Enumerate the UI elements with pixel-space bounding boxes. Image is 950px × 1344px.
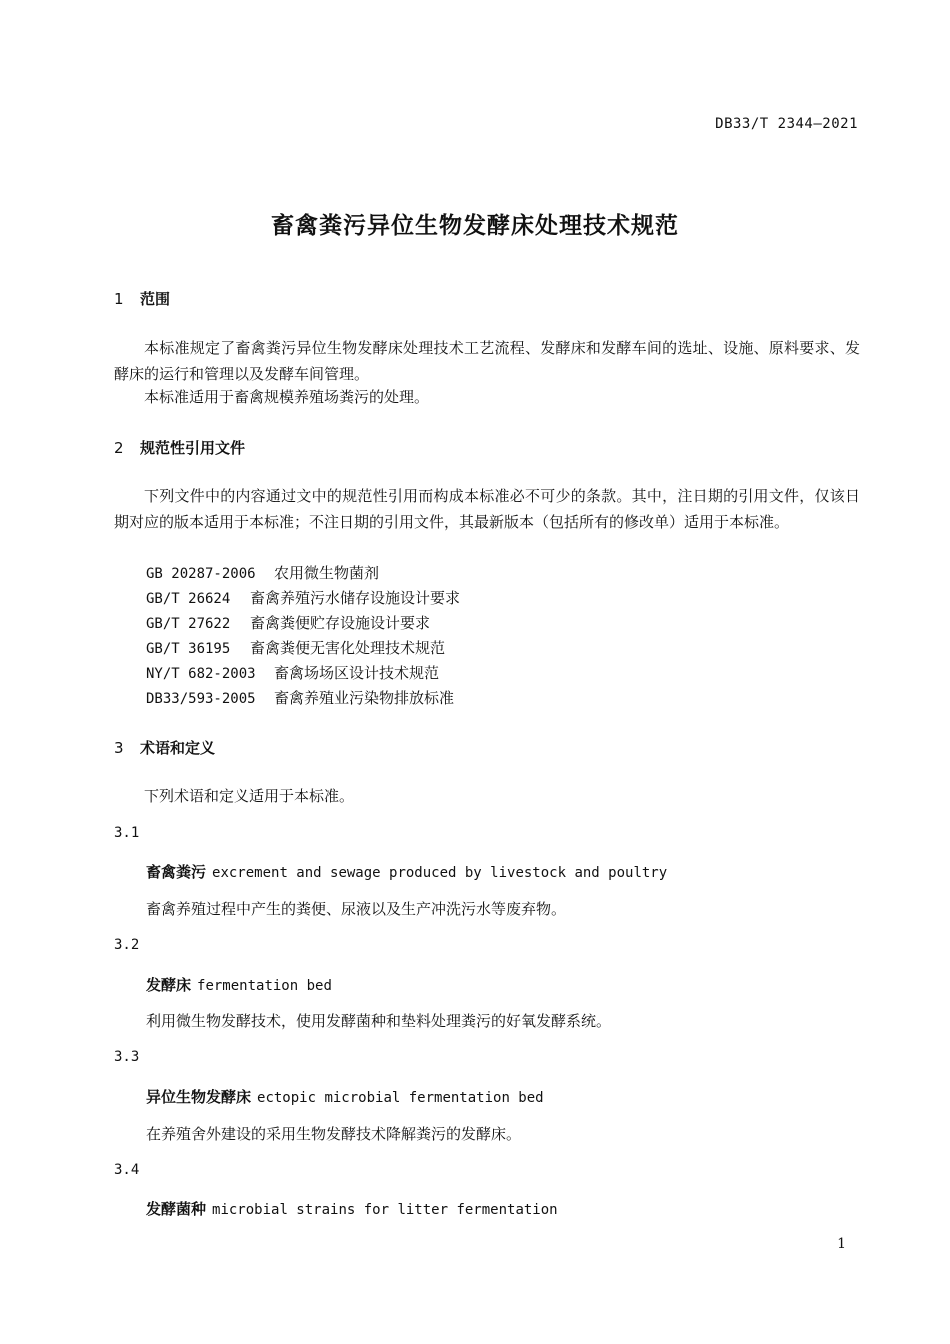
section-title: 规范性引用文件 <box>140 439 246 457</box>
reference-code: GB/T 36195 <box>146 641 231 657</box>
term-number: 3.3 <box>114 1049 140 1065</box>
reference-code: GB 20287-2006 <box>146 566 256 582</box>
document-title: 畜禽粪污异位生物发酵床处理技术规范 <box>271 213 679 239</box>
reference-name: 畜禽养殖污水储存设施设计要求 <box>250 589 461 607</box>
term-chinese: 发酵床 <box>146 976 192 994</box>
section-number: 1 <box>114 290 124 308</box>
reference-name: 畜禽场场区设计技术规范 <box>274 664 440 682</box>
section-number: 2 <box>114 439 124 457</box>
term-english: fermentation bed <box>197 978 332 994</box>
reference-item <box>146 587 460 608</box>
term-english: excrement and sewage produced by livestock and poultry <box>212 865 668 881</box>
reference-name: 畜禽粪便贮存设施设计要求 <box>250 614 431 632</box>
term-entry <box>146 861 667 882</box>
term-chinese: 异位生物发酵床 <box>146 1088 252 1106</box>
reference-name: 农用微生物菌剂 <box>274 564 380 582</box>
term-definition: 畜禽养殖过程中产生的粪便、尿液以及生产冲洗污水等废弃物。 <box>146 900 567 918</box>
term-english: microbial strains for litter fermentation <box>212 1202 558 1218</box>
term-number: 3.2 <box>114 937 140 953</box>
scope-paragraph: 本标准规定了畜禽粪污异位生物发酵床处理技术工艺流程、发酵床和发酵车间的选址、设施、原料要求、发酵床的运行和管理以及发酵车间管理。 <box>114 339 860 383</box>
section-heading-terms-definitions <box>114 737 215 758</box>
reference-item <box>146 612 430 633</box>
page-number: 1 <box>837 1236 846 1252</box>
section-title: 范围 <box>140 290 171 308</box>
reference-item <box>146 662 439 683</box>
section-title: 术语和定义 <box>140 739 216 757</box>
term-entry <box>146 974 332 995</box>
reference-code: GB/T 27622 <box>146 616 231 632</box>
references-intro-paragraph: 下列文件中的内容通过文中的规范性引用而构成本标准必不可少的条款。其中，注日期的引用文件，仅该日期对应的版本适用于本标准；不注日期的引用文件，其最新版本（包括所有的修改单）适用于本标准。 <box>114 487 860 531</box>
section-number: 3 <box>114 739 124 757</box>
reference-item <box>146 687 454 708</box>
section-heading-scope <box>114 288 170 309</box>
section-heading-normative-references <box>114 437 245 458</box>
reference-code: NY/T 682-2003 <box>146 666 256 682</box>
term-number: 3.1 <box>114 825 140 841</box>
reference-item <box>146 637 445 658</box>
term-chinese: 畜禽粪污 <box>146 863 207 881</box>
term-definition: 在养殖舍外建设的采用生物发酵技术降解粪污的发酵床。 <box>146 1125 522 1143</box>
terms-intro-paragraph: 下列术语和定义适用于本标准。 <box>144 787 355 805</box>
reference-name: 畜禽养殖业污染物排放标准 <box>274 689 455 707</box>
term-number: 3.4 <box>114 1162 140 1178</box>
reference-name: 畜禽粪便无害化处理技术规范 <box>250 639 446 657</box>
reference-code: GB/T 26624 <box>146 591 231 607</box>
term-entry <box>146 1086 544 1107</box>
reference-item <box>146 562 379 583</box>
term-entry <box>146 1198 558 1219</box>
term-definition: 利用微生物发酵技术，使用发酵菌种和垫料处理粪污的好氧发酵系统。 <box>146 1012 612 1030</box>
scope-applicability-paragraph: 本标准适用于畜禽规模养殖场粪污的处理。 <box>144 388 430 406</box>
term-chinese: 发酵菌种 <box>146 1200 207 1218</box>
term-english: ectopic microbial fermentation bed <box>257 1090 544 1106</box>
standard-code: DB33/T 2344—2021 <box>715 116 858 132</box>
reference-code: DB33/593-2005 <box>146 691 256 707</box>
